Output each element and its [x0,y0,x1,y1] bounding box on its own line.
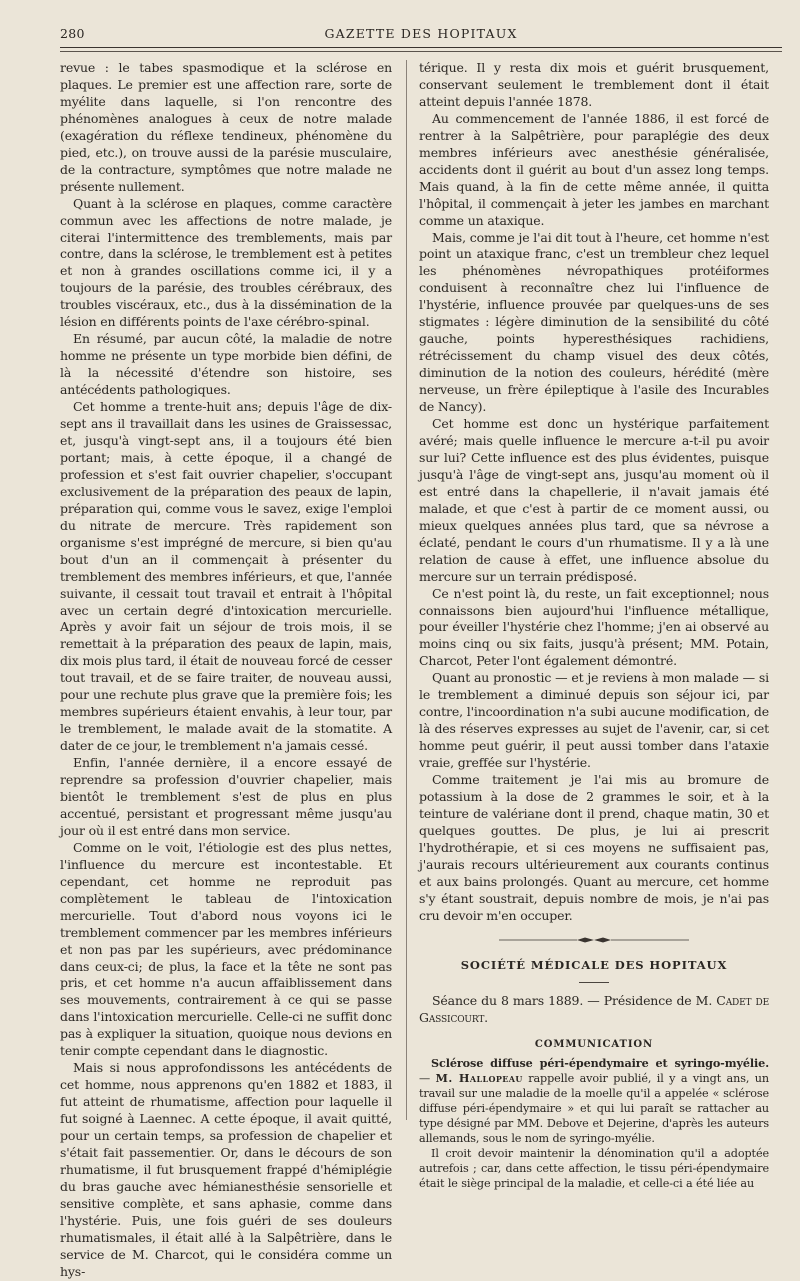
communication-subhead: COMMUNICATION [534,1038,654,1050]
running-title: GAZETTE DES HOPITAUX [324,26,518,41]
communication-text: rappelle avoir publié, il y a vingt ans, un travail sur une maladie de la moelle qu'il a appelée « sclérose diffuse péri-épendymaire » et qui lui paraît se rattacher au type désigné par MM. Debove et Dejerine, d'après les auteurs allemands, sous le nom de syringo-myélie. [419,1072,769,1146]
left-paragraph-6: Comme on le voit, l'étiologie est des plus nettes, l'influence du mercure est incontestable. Et cependant, cet homme ne reproduit pas complètement le tableau de l'intoxication mercurielle. Tout d'abord nous voyons ici le tremblement commencer par les membres inférieurs et non pas par les supérieurs, avec prédominance dans ceux-ci; de plus, la face et la tête ne sont pas pris, et cet homme n'a aucun affaiblissement dans ses mouvements, contrairement à ce qui se passe dans l'intoxication mercurielle. Celle-ci ne suffit donc pas à expliquer la situation, quoique nous devions en tenir compte cependant dans le diagnostic. [60,839,392,1059]
section-ornament [499,936,689,944]
right-paragraph-6: Quant au pronostic — et je reviens à mon malade — si le tremblement a diminué depuis son séjour ici, par contre, l'incoordination n'a subi aucune modification, de là des réserves expresses au sujet de l'avenir, car, si cet homme peut guérir, il peut aussi tomber dans l'ataxie vraie, greffée sur l'hystérie. [419,670,769,771]
communication-paragraph-2: Il croit devoir maintenir la dénomination qu'il a adoptée autrefois ; car, dans cette affection, le tissu péri-épendymaire était le siège principal de la maladie, et celle-ci a été liée au [419,1146,769,1190]
communication-dash: — [419,1072,436,1086]
session-president: Cadet de Gassicourt. [419,992,769,1025]
right-paragraph-5: Ce n'est point là, du reste, un fait exceptionnel; nous connaissons bien aujourd'hui l'influence métallique, pour éveiller l'hystérie chez l'homme; j'en ai observé au moins cinq ou six faits, jusqu'à présent; MM. Potain, Charcot, Peter l'ont également démontré. [419,585,769,669]
society-title: SOCIÉTÉ MÉDICALE DES HOPITAUX [460,957,728,972]
left-paragraph-1: revue : le tabes spasmodique et la sclérose en plaques. Le premier est une affection rare, sorte de myélite dans laquelle, si l'on rencontre des phénomènes analogues à ceux de notre malade (exagération du réflexe tendineux, phénomène du pied, etc.), on trouve aussi de la parésie musculaire, de la contracture, symptômes que notre malade ne présente nullement. [60,60,392,194]
communication-body [419,1056,769,1192]
right-paragraph-2: Au commencement de l'année 1886, il est forcé de rentrer à la Salpêtrière, pour paraplégie des deux membres inférieurs avec anesthésie généralisée, accidents dont il guérit au bout d'un assez long temps. Mais quand, à la fin de cette même année, il quitta l'hôpital, il commençait à jeter les jambes en marchant comme un ataxique. [419,110,769,228]
left-paragraph-2: Quant à la sclérose en plaques, comme caractère commun avec les affections de notre malade, je citerai l'intermittence des tremblements, mais par contre, dans la sclérose, le tremblement est à petites et non à grandes oscillations comme ici, il y a toujours de la parésie, des troubles cérébraux, des troubles viscéraux, etc., dus à la dissémination de la lésion en différents points de l'axe cérébro-spinal. [60,195,392,330]
speaker-name: M. Hallopeau [435,1071,523,1086]
header-rule-thin [60,51,782,52]
column-divider [406,60,407,1120]
left-paragraph-4: Cet homme a trente-huit ans; depuis l'âge de dix-sept ans il travaillait dans les usines de Graissessac, et, jusqu'à vingt-sept ans, il a toujours été bien portant; mais, à cette époque, il a changé de profession et s'est fait ouvrier chapelier, s'occupant exclusivement de la préparation des peaux de lapin, préparation qui, comme vous le savez, exige l'emploi du nitrate de mercure. Très rapidement son organisme s'est imprégné de mercure, si bien qu'au bout d'un an il commençait à présenter du tremblement des membres inférieurs, et que, l'année suivante, il cessait tout travail et entrait à l'hôpital avec un certain degré d'intoxication mercurielle. Après y avoir fait un séjour de trois mois, il se remettait à la préparation des peaux de lapin, mais, dix mois plus tard, il était de nouveau forcé de cesser tout travail, et de se faire traiter, de nouveau aussi, pour une rechute plus grave que la première fois; les membres supérieurs étaient envahis, à leur tour, par le tremblement, le malade avait de la stomatite. A dater de ce jour, le tremblement n'a jamais cessé. [60,399,392,754]
left-column [60,60,392,1279]
left-paragraph-3: En résumé, par aucun côté, la maladie de notre homme ne présente un type morbide bien défini, de là la nécessité d'étendre son histoire, ses antécédents pathologiques. [60,331,392,398]
communication-paragraph-1 [419,1056,769,1147]
session-line [419,993,769,1027]
right-paragraph-4: Cet homme est donc un hystérique parfaitement avéré; mais quelle influence le mercure a-t-il pu avoir sur lui? Cette influence est des plus évidentes, puisque jusqu'à l'âge de vingt-sept ans, jusqu'au moment où il est entré dans la chapellerie, il n'avait jamais été malade, et que c'est à partir de ce moment aussi, ou mieux quelques années plus tard, que sa névrose a éclaté, pendant le cours d'un rhumatisme. Il y a là une relation de cause à effet, une influence absolue du mercure sur un terrain prédisposé. [419,416,769,584]
header-rule-thick [60,47,782,48]
page-header [60,22,782,44]
right-paragraph-3: Mais, comme je l'ai dit tout à l'heure, cet homme n'est point un ataxique franc, c'est un trembleur chez lequel les phénomènes névropathiques protéiformes conduisent à reconnaître chez lui l'influence de l'hystérie, influence prouvée par quelques-uns de ses stigmates : légère diminution de la sensibilité du côté gauche, points hyperesthésiques rachidiens, rétrécissement du champ visuel des deux côtés, diminution de la notion des couleurs, hérédité (mère nerveuse, un frère épileptique à l'asile des Incurables de Nancy). [419,229,769,415]
communication-title: Sclérose diffuse péri-épendymaire et syringo-myélie. [431,1055,769,1070]
society-title-rule [579,982,609,983]
left-paragraph-5: Enfin, l'année dernière, il a encore essayé de reprendre sa profession d'ouvrier chapelier, mais bientôt le tremblement s'est de plus en plus accentué, persistant et progressant même jusqu'au jour où il est entré dans mon service. [60,755,392,838]
right-paragraph-1: térique. Il y resta dix mois et guérit brusquement, conservant seulement le tremblement dont il était atteint depuis l'année 1878. [419,60,769,109]
right-column [419,60,769,1190]
right-paragraph-7: Comme traitement je l'ai mis au bromure de potassium à la dose de 2 grammes le soir, et à la teinture de valériane dont il prend, chaque matin, 30 et quelques gouttes. De plus, je lui ai prescrit l'hydrothérapie, et si ces moyens ne suffisaient pas, j'aurais recours ultérieurement aux courants continus et aux bains prolongés. Quant au mercure, cet homme s'y étant soustrait, depuis nombre de mois, je n'ai pas cru devoir m'en occuper. [419,772,769,923]
session-text: Séance du 8 mars 1889. — Présidence de M. [432,992,713,1008]
left-paragraph-7: Mais si nous approfondissons les antécédents de cet homme, nous apprenons qu'en 1882 et 1883, il fut atteint de rhumatisme, affection pour laquelle il fut soigné à Laennec. A cette époque, il avait quitté, pour un certain temps, sa profession de chapelier et s'était fait passementier. Or, dans le décours de son rhumatisme, il fut brusquement frappé d'hémiplégie du bras gauche avec hémianesthésie sensorielle et sensitive complète, et sans aphasie, comme dans l'hystérie. Puis, une fois guéri de ses douleurs rhumatismales, il était allé à la Salpêtrière, dans le service de M. Charcot, qui le considéra comme un hys- [60,1060,392,1279]
page-number: 280 [60,26,85,41]
